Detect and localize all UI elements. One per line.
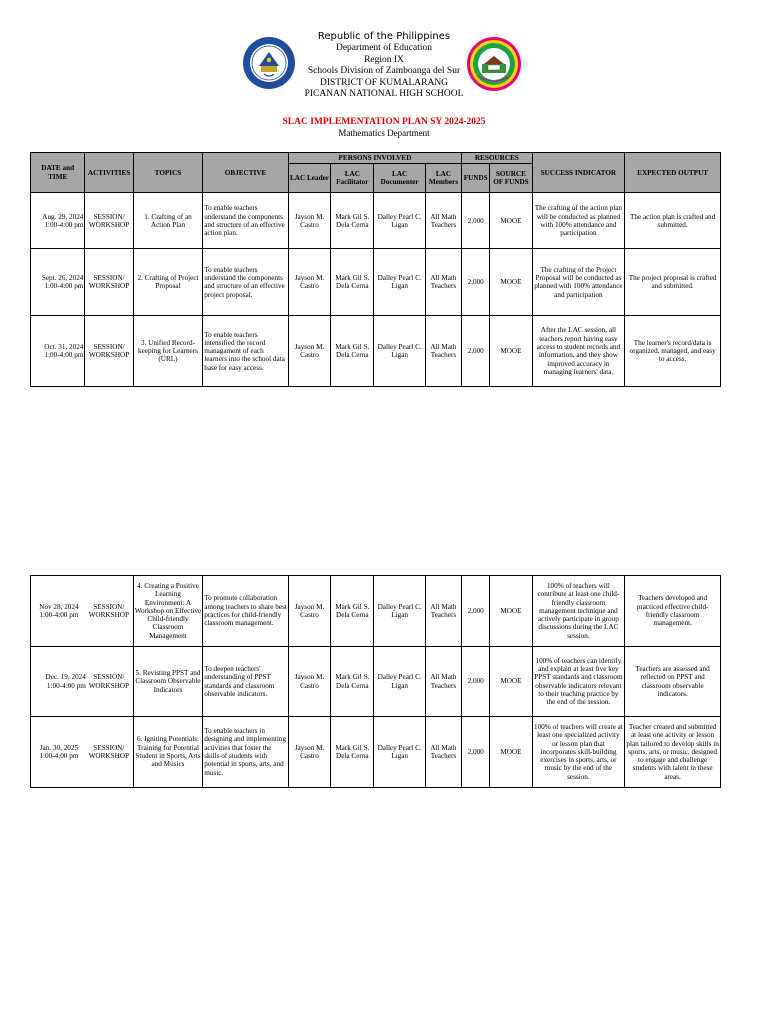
funds-cell: 2,000 [462,316,490,387]
source-cell: MOOE [490,576,532,647]
source-cell: MOOE [490,647,532,717]
documenter-cell: Dalley Pearl C. Ligan [374,249,425,316]
activity-cell: SESSION/ WORKSHOP [88,673,129,690]
region-line: Region IX [364,54,404,65]
table-row [31,647,721,717]
objective-cell: To enable teachers understand the components and structure of an effective project proposal. [203,249,289,316]
topic-cell: 4. Creating a Positive Learning Environment: A Workshop on Effective Child-friendly Classroom Management [133,576,203,647]
funds-cell: 2,000 [462,193,490,249]
date-cell: Jan. 30, 2025 1:00-4:00 pm [39,743,79,760]
republic-line: Republic of the Philippines [317,31,451,42]
funds-cell: 2,000 [462,576,490,647]
documenter-cell: Dalley Pearl C. Ligan [374,647,425,717]
document-subtitle: Mathematics Department [338,128,430,138]
activity-cell: SESSION/ WORKSHOP [88,743,129,760]
output-cell: The project proposal is crafted and submitted. [625,249,721,316]
topic-cell: 3. Unified Record-keeping for Learners (URL) [133,316,203,387]
leader-cell: Jayson M. Castro [288,576,330,647]
success-cell: After the LAC session, all teachers report having easy access to student records and information, and they show improved accuracy in managing learners' data. [532,316,625,387]
facilitator-cell: Mark Gil S. Dela Cerna [331,717,374,788]
header-funds: FUNDS [462,164,490,193]
facilitator-cell: Mark Gil S. Dela Cerna [331,249,374,316]
funds-cell: 2,000 [462,717,490,788]
objective-cell: To enable teachers in designing and implementing activities that foster the skills of students with potential in sports, arts, and music. [203,717,289,788]
funds-cell: 2,000 [462,249,490,316]
leader-cell: Jayson M. Castro [288,717,330,788]
activity-cell: SESSION/ WORKSHOP [85,316,133,387]
header-persons-involved: PERSONS INVOLVED [288,153,461,164]
topic-cell: 2. Crafting of Project Proposal [133,249,203,316]
school-line: PICANAN NATIONAL HIGH SCHOOL [304,89,464,99]
output-cell: Teacher created and submitted at least one activity or lesson plan tailored to develop skills in sports, arts, or music, designed to engage and challenge students with talent in these areas. [625,717,721,788]
header-lac-leader: LAC Leader [288,164,330,193]
topic-cell: 5. Revisting PPST and Classroom Observable Indicators [133,647,203,717]
table-row [31,717,721,788]
documenter-cell: Dalley Pearl C. Ligan [374,717,425,788]
date-cell: Aug. 29, 2024 1:00-4:00 pm [31,193,85,249]
topic-cell: 1. Crafting of an Action Plan [133,193,203,249]
output-cell: The learner's record/data is organized, managed, and easy to access. [625,316,721,387]
source-cell: MOOE [490,316,532,387]
success-cell: The crafting of the Project Proposal will be conducted as planned with 100% attendance and participation [532,249,625,316]
document-title: SLAC IMPLEMENTATION PLAN SY 2024-2025 [282,117,486,127]
facilitator-cell: Mark Gil S. Dela Cerna [331,316,374,387]
header-lac-facilitator: LAC Facilitator [331,164,374,193]
date-cell: Oct. 31, 2024 1:00-4:00 pm [31,316,85,387]
date-cell: Dec. 19, 2024 1:00-4:00 pm [45,673,86,690]
letterhead [0,30,768,110]
success-cell: 100% of teachers can identify and explain at least five key PPST standards and classroom observable indicators relevant to their teaching practice by the end of the session. [532,647,625,717]
source-cell: MOOE [490,249,532,316]
success-cell: 100% of teachers will contribute at least one child-friendly classroom management technique and actively participate in group discussions during the LAC session. [532,576,625,647]
objective-cell: To deepen teachers' understanding of PPST standards and classroom observable indicators. [203,647,289,717]
output-cell: The action plan is crafted and submitted. [625,193,721,249]
table-row [31,193,721,249]
members-cell: All Math Teachers [425,316,461,387]
date-activity-cell [31,576,134,647]
header-success-indicator: SUCCESS INDICATOR [532,153,625,193]
date-cell: Nov 28, 2024 1:00-4:00 pm [39,602,79,619]
header-activities: ACTIVITIES [85,153,133,193]
output-cell: Teachers developed and practiced effective child-friendly classroom management. [625,576,721,647]
header-lac-members: LAC Members [425,164,461,193]
facilitator-cell: Mark Gil S. Dela Cerna [331,647,374,717]
documenter-cell: Dalley Pearl C. Ligan [374,316,425,387]
source-cell: MOOE [490,717,532,788]
members-cell: All Math Teachers [425,717,461,788]
members-cell: All Math Teachers [425,576,461,647]
output-cell: Teachers are assessed and reflected on PPST and classroom observable indicators. [625,647,721,717]
plan-table-page-2 [30,575,721,788]
leader-cell: Jayson M. Castro [288,193,330,249]
objective-cell: To enable teachers intensified the record managament of each learners into the school data base for easy access. [203,316,289,387]
leader-cell: Jayson M. Castro [288,647,330,717]
date-activity-cell [31,647,134,717]
header-objective: OBJECTIVE [203,153,289,193]
table-row [31,316,721,387]
members-cell: All Math Teachers [425,249,461,316]
documenter-cell: Dalley Pearl C. Ligan [374,576,425,647]
facilitator-cell: Mark Gil S. Dela Cerna [331,193,374,249]
header-date: DATE and TIME [31,153,85,193]
header-source-of-funds: SOURCE OF FUNDS [490,164,532,193]
plan-table-page-1 [30,152,721,387]
activity-cell: SESSION/ WORKSHOP [88,602,129,619]
header-lac-documenter: LAC Documenter [374,164,425,193]
success-cell: The crafting of the action plan will be conducted as planned with 100% attendance and participation [532,193,625,249]
funds-cell: 2,000 [462,647,490,717]
table-row [31,249,721,316]
leader-cell: Jayson M. Castro [288,316,330,387]
header-resources: RESOURCES [462,153,533,164]
objective-cell: To promote collaboration among teachers to share best practices for child-friendly classroom management. [203,576,289,647]
district-line: DISTRICT OF KUMALARANG [319,77,449,88]
department-line: Department of Education [335,43,433,53]
members-cell: All Math Teachers [425,193,461,249]
activity-cell: SESSION/ WORKSHOP [85,249,133,316]
topic-cell: 6. Igniting Potentials: Training for Potential Student in Sports, Arts and Musics [133,717,203,788]
leader-cell: Jayson M. Castro [288,249,330,316]
date-cell: Sept. 26, 2024 1:00-4:00 pm [31,249,85,316]
members-cell: All Math Teachers [425,647,461,717]
activity-cell: SESSION/ WORKSHOP [85,193,133,249]
objective-cell: To enable teachers understand the components and structure of an effective action plan. [203,193,289,249]
division-line: Schools Division of Zamboanga del Sur [307,66,461,76]
header-expected-output: EXPECTED OUTPUT [625,153,721,193]
date-activity-cell [31,717,134,788]
table-row [31,576,721,647]
facilitator-cell: Mark Gil S. Dela Cerna [331,576,374,647]
success-cell: 100% of teachers will create at least one specialized activity or lesson plan that incorporates skill-building exercises in sports, arts, or music by the end of the session. [532,717,625,788]
header-topics: TOPICS [133,153,203,193]
documenter-cell: Dalley Pearl C. Ligan [374,193,425,249]
source-cell: MOOE [490,193,532,249]
